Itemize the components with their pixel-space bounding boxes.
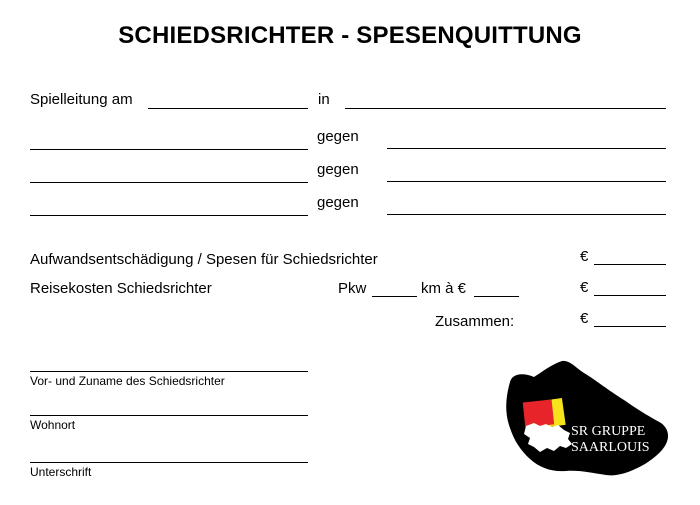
date-field-line[interactable]: [148, 108, 308, 109]
pkw-label: Pkw: [338, 280, 367, 297]
euro-sign-2: €: [580, 279, 589, 296]
km-rate-label: km à €: [421, 280, 467, 297]
away-team-1-line[interactable]: [387, 148, 666, 149]
euro-sign-3: €: [580, 310, 589, 327]
home-team-1-line[interactable]: [30, 149, 308, 150]
euro-sign-1: €: [580, 248, 589, 265]
home-team-2-line[interactable]: [30, 182, 308, 183]
total-amount-line[interactable]: [594, 326, 666, 327]
zusammen-label: Zusammen:: [435, 313, 515, 330]
location-field-line[interactable]: [345, 108, 666, 109]
in-label: in: [318, 91, 330, 108]
logo-line-1: SR GRUPPE: [571, 424, 646, 439]
unterschrift-field-line[interactable]: [30, 462, 308, 463]
name-field-line[interactable]: [30, 371, 308, 372]
gegen-label-1: gegen: [317, 128, 359, 145]
gegen-label-3: gegen: [317, 194, 359, 211]
reisekosten-label: Reisekosten Schiedsrichter: [30, 280, 212, 297]
name-label: Vor- und Zuname des Schiedsrichter: [30, 374, 225, 388]
form-title: SCHIEDSRICHTER - SPESENQUITTUNG: [118, 22, 582, 49]
away-team-2-line[interactable]: [387, 181, 666, 182]
wohnort-field-line[interactable]: [30, 415, 308, 416]
wohnort-label: Wohnort: [30, 418, 76, 432]
sr-gruppe-saarlouis-logo: [500, 360, 672, 478]
referee-cards-icon: [523, 398, 566, 429]
unterschrift-label: Unterschrift: [30, 465, 92, 479]
logo-line-2: SAARLOUIS: [571, 440, 650, 455]
reisekosten-amount-line[interactable]: [594, 295, 666, 296]
aufwand-amount-line[interactable]: [594, 264, 666, 265]
km-rate-line[interactable]: [474, 296, 519, 297]
red-card-icon: [523, 400, 554, 428]
away-team-3-line[interactable]: [387, 214, 666, 215]
aufwand-label: Aufwandsentschädigung / Spesen für Schiedsrichter: [30, 251, 378, 268]
gegen-label-2: gegen: [317, 161, 359, 178]
pkw-km-line[interactable]: [372, 296, 417, 297]
home-team-3-line[interactable]: [30, 215, 308, 216]
spielleitung-label: Spielleitung am: [30, 91, 133, 108]
